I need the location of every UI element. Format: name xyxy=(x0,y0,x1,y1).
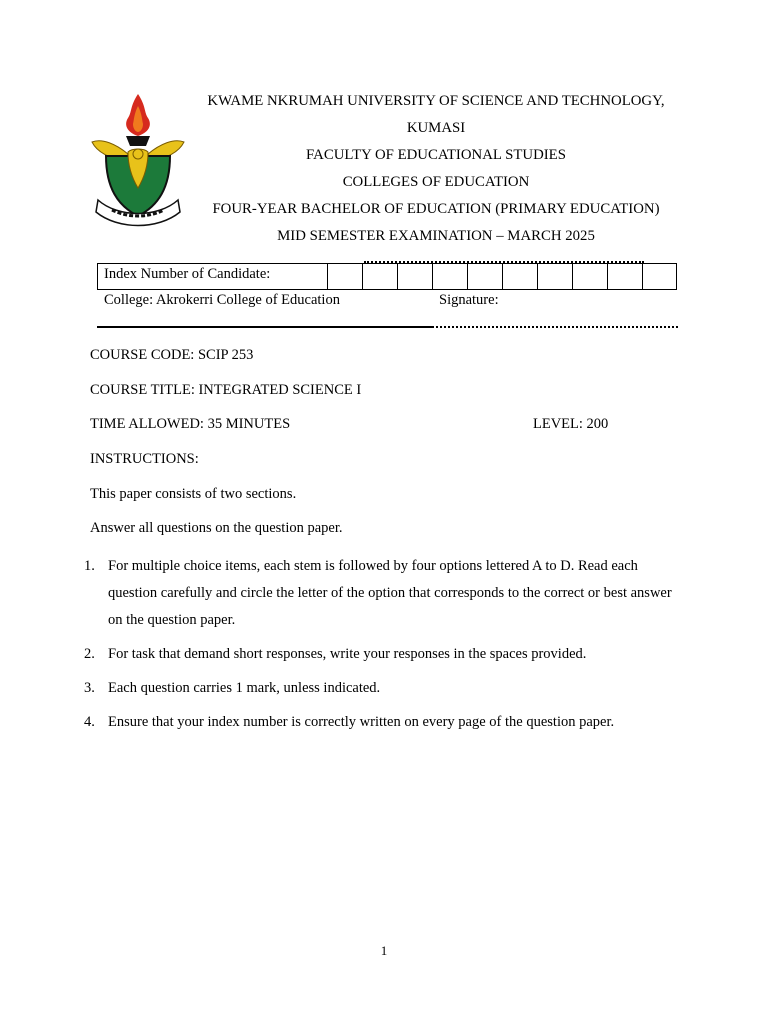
university-name-line2: KUMASI xyxy=(406,120,466,136)
index-cell[interactable] xyxy=(607,263,642,290)
exam-title: MID SEMESTER EXAMINATION – MARCH 2025 xyxy=(277,228,595,244)
index-number-label: Index Number of Candidate: xyxy=(104,266,271,282)
instruction-line-1: This paper consists of two sections. xyxy=(90,486,297,502)
college-signature-row xyxy=(104,292,684,314)
signature-label: Signature: xyxy=(439,292,499,308)
index-cell[interactable] xyxy=(467,263,502,290)
exam-header xyxy=(190,88,682,250)
list-item xyxy=(84,641,684,668)
item-number: 4. xyxy=(84,714,95,730)
list-item xyxy=(84,553,684,634)
college-underline xyxy=(97,326,432,328)
index-number-cells[interactable] xyxy=(327,263,677,290)
index-cell[interactable] xyxy=(502,263,537,290)
course-code: COURSE CODE: SCIP 253 xyxy=(90,347,254,363)
item-number: 2. xyxy=(84,646,95,662)
college-label: College: Akrokerri College of Education xyxy=(104,292,340,308)
faculty-name: FACULTY OF EDUCATIONAL STUDIES xyxy=(306,147,566,163)
page-number: 1 xyxy=(380,943,388,958)
index-cell[interactable] xyxy=(642,263,677,290)
item-number: 1. xyxy=(84,558,95,574)
course-title: COURSE TITLE: INTEGRATED SCIENCE I xyxy=(90,382,362,398)
index-cell[interactable] xyxy=(537,263,572,290)
list-item xyxy=(84,709,684,736)
index-cell[interactable] xyxy=(397,263,432,290)
item-text: For task that demand short responses, write your responses in the spaces provided. xyxy=(108,646,587,662)
time-allowed: TIME ALLOWED: 35 MINUTES xyxy=(90,416,291,432)
item-text: Ensure that your index number is correctly written on every page of the question paper. xyxy=(108,714,615,730)
signature-dotted-line[interactable] xyxy=(432,326,678,328)
index-cell[interactable] xyxy=(327,263,362,290)
university-crest-logo xyxy=(88,92,188,230)
item-number: 3. xyxy=(84,680,95,696)
candidate-index-box xyxy=(97,263,677,290)
index-cell[interactable] xyxy=(362,263,397,290)
list-item xyxy=(84,675,684,702)
colleges-name: COLLEGES OF EDUCATION xyxy=(342,174,530,190)
item-text: For multiple choice items, each stem is followed by four options lettered A to D. Read each question carefully and circle the letter of the option that corresponds to the correct or best answer on the question paper. xyxy=(108,558,672,628)
index-cell[interactable] xyxy=(432,263,467,290)
course-level: LEVEL: 200 xyxy=(533,416,609,432)
instructions-heading: INSTRUCTIONS: xyxy=(90,451,199,467)
item-text: Each question carries 1 mark, unless indicated. xyxy=(108,680,381,696)
index-cell[interactable] xyxy=(572,263,607,290)
programme-name: FOUR-YEAR BACHELOR OF EDUCATION (PRIMARY EDUCATION) xyxy=(212,201,660,217)
instruction-line-2: Answer all questions on the question paper. xyxy=(90,520,343,536)
instruction-list xyxy=(84,553,684,743)
university-name-line1: KWAME NKRUMAH UNIVERSITY OF SCIENCE AND TECHNOLOGY, xyxy=(207,93,665,109)
